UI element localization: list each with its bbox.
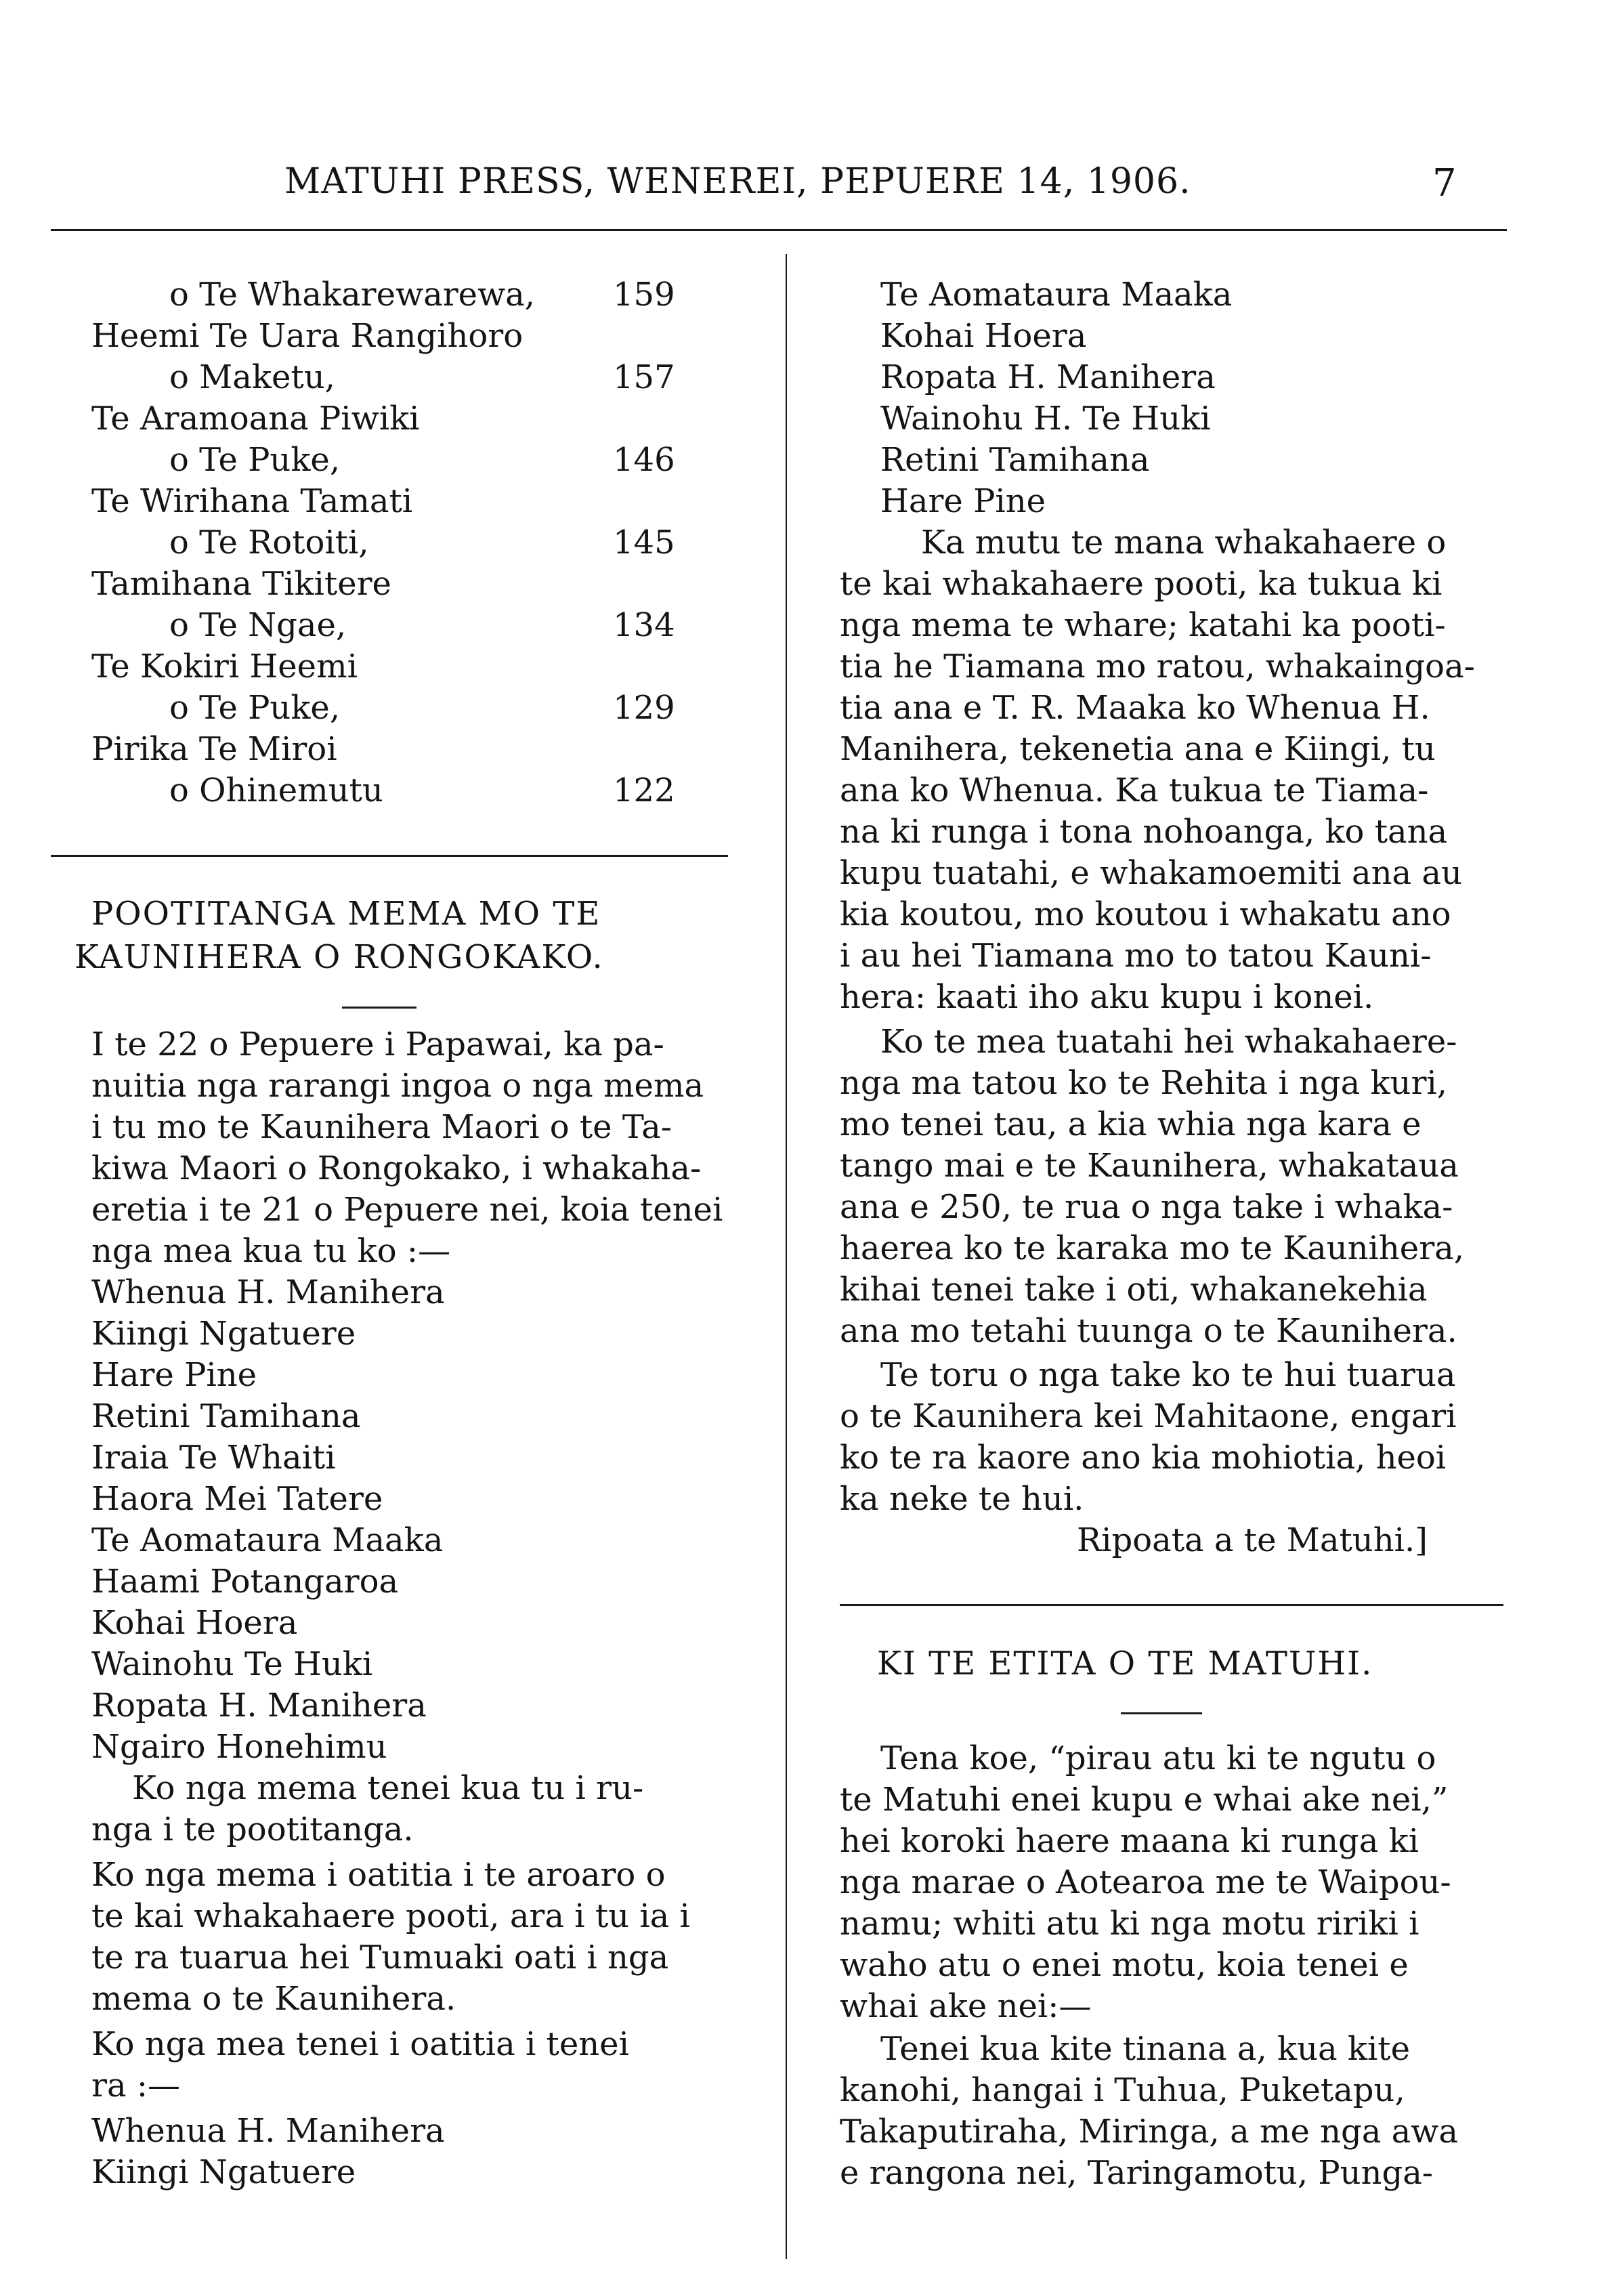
section-rule xyxy=(51,855,728,857)
signature: Ripoata a te Matuhi.] xyxy=(1077,1521,1428,1559)
result-votes: 146 xyxy=(613,441,675,479)
text-line: ra :— xyxy=(91,2067,180,2105)
result-name: Pirika Te Miroi xyxy=(91,730,337,768)
member-name: Te Aomataura Maaka xyxy=(880,276,1233,314)
text-line: ana mo tetahi tuunga o te Kaunihera. xyxy=(840,1312,1457,1350)
text-line: nga mema te whare; katahi ka pooti- xyxy=(840,606,1446,644)
section-rule xyxy=(840,1604,1503,1606)
text-line: mema o te Kaunihera. xyxy=(91,1980,456,2018)
text-line: Manihera, tekenetia ana e Kiingi, tu xyxy=(840,730,1436,768)
member-name: Kiingi Ngatuere xyxy=(91,2153,356,2191)
member-name: Retini Tamihana xyxy=(880,441,1150,479)
result-name: o Maketu, xyxy=(169,358,335,396)
result-name: Te Wirihana Tamati xyxy=(91,482,413,520)
text-line: Ko nga mema i oatitia i te aroaro o xyxy=(91,1856,666,1894)
member-name: Whenua H. Manihera xyxy=(91,1273,445,1311)
text-line: kupu tuatahi, e whakamoemiti ana au xyxy=(840,854,1462,892)
result-name: o Te Rotoiti, xyxy=(169,524,369,562)
text-line: nga ma tatou ko te Rehita i nga kuri, xyxy=(840,1064,1448,1102)
result-name: o Te Puke, xyxy=(169,689,341,727)
text-line: ka neke te hui. xyxy=(840,1480,1084,1518)
text-line: nga mea kua tu ko :— xyxy=(91,1232,451,1270)
text-line: i au hei Tiamana mo to tatou Kauni- xyxy=(840,937,1432,975)
result-votes: 134 xyxy=(613,606,675,644)
text-line: tango mai e te Kaunihera, whakataua xyxy=(840,1147,1459,1185)
text-line: hei koroki haere maana ki runga ki xyxy=(840,1822,1419,1860)
member-name: Retini Tamihana xyxy=(91,1397,361,1435)
text-line: nuitia nga rarangi ingoa o nga mema xyxy=(91,1067,704,1105)
text-line: te Matuhi enei kupu e whai ake nei,” xyxy=(840,1781,1449,1819)
text-line: te kai whakahaere pooti, ka tukua ki xyxy=(840,565,1443,603)
member-name: Iraia Te Whaiti xyxy=(91,1439,336,1477)
member-name: Haami Potangaroa xyxy=(91,1563,399,1601)
text-line: kiwa Maori o Rongokako, i whakaha- xyxy=(91,1149,702,1187)
text-line: na ki runga i tona nohoanga, ko tana xyxy=(840,813,1448,851)
text-line: kanohi, hangai i Tuhua, Puketapu, xyxy=(840,2071,1405,2109)
text-line: Ko nga mema tenei kua tu i ru- xyxy=(132,1769,644,1807)
section-title: POOTITANGA MEMA MO TE xyxy=(91,895,601,933)
member-name: Haora Mei Tatere xyxy=(91,1480,383,1518)
result-name: o Te Whakarewarewa, xyxy=(169,276,536,314)
text-line: I te 22 o Pepuere i Papawai, ka pa- xyxy=(91,1025,664,1063)
result-votes: 145 xyxy=(613,524,675,562)
member-name: Kohai Hoera xyxy=(91,1604,298,1642)
text-line: ana ko Whenua. Ka tukua te Tiama- xyxy=(840,771,1429,809)
short-rule xyxy=(342,1007,416,1009)
result-votes: 122 xyxy=(613,771,675,809)
text-line: kihai tenei take i oti, whakanekehia xyxy=(840,1271,1428,1309)
member-name: Ropata H. Manihera xyxy=(91,1687,427,1725)
text-line: nga i te pootitanga. xyxy=(91,1811,414,1848)
member-name: Hare Pine xyxy=(880,482,1046,520)
member-name: Kiingi Ngatuere xyxy=(91,1315,356,1353)
text-line: o te Kaunihera kei Mahitaone, engari xyxy=(840,1397,1457,1435)
page-header: MATUHI PRESS, WENEREI, PEPUERE 14, 1906. xyxy=(284,161,1191,202)
text-line: i tu mo te Kaunihera Maori o te Ta- xyxy=(91,1108,672,1146)
text-line: namu; whiti atu ki nga motu ririki i xyxy=(840,1905,1419,1943)
text-line: tia ana e T. R. Maaka ko Whenua H. xyxy=(840,689,1430,727)
text-line: hera: kaati iho aku kupu i konei. xyxy=(840,978,1374,1016)
member-name: Wainohu H. Te Huki xyxy=(880,400,1211,438)
text-line: te kai whakahaere pooti, ara i tu ia i xyxy=(91,1897,690,1935)
text-line: Ko te mea tuatahi hei whakahaere- xyxy=(880,1023,1457,1061)
result-name: Te Aramoana Piwiki xyxy=(91,400,420,438)
text-line: Tenei kua kite tinana a, kua kite xyxy=(880,2030,1410,2068)
text-line: Ko nga mea tenei i oatitia i tenei xyxy=(91,2025,629,2063)
member-name: Kohai Hoera xyxy=(880,317,1087,355)
text-line: ko te ra kaore ano kia mohiotia, heoi xyxy=(840,1439,1447,1477)
member-name: Te Aomataura Maaka xyxy=(91,1521,444,1559)
member-name: Whenua H. Manihera xyxy=(91,2112,445,2150)
text-line: kia koutou, mo koutou i whakatu ano xyxy=(840,895,1451,933)
result-name: o Te Ngae, xyxy=(169,606,347,644)
result-votes: 157 xyxy=(613,358,675,396)
text-line: Te toru o nga take ko te hui tuarua xyxy=(880,1356,1456,1394)
column-divider xyxy=(786,254,787,2259)
header-rule xyxy=(51,229,1507,231)
text-line: eretia i te 21 o Pepuere nei, koia tenei xyxy=(91,1191,723,1229)
result-votes: 159 xyxy=(613,276,675,314)
result-name: o Te Puke, xyxy=(169,441,341,479)
text-line: Ka mutu te mana whakahaere o xyxy=(921,524,1447,562)
text-line: nga marae o Aotearoa me te Waipou- xyxy=(840,1863,1451,1901)
text-line: waho atu o enei motu, koia tenei e xyxy=(840,1946,1409,1984)
text-line: Tena koe, “pirau atu ki te ngutu o xyxy=(880,1739,1436,1777)
text-line: tia he Tiamana mo ratou, whakaingoa- xyxy=(840,648,1475,685)
text-line: haerea ko te karaka mo te Kaunihera, xyxy=(840,1229,1465,1267)
result-name: Te Kokiri Heemi xyxy=(91,648,358,685)
text-line: te ra tuarua hei Tumuaki oati i nga xyxy=(91,1939,669,1976)
member-name: Ngairo Honehimu xyxy=(91,1728,387,1766)
section-title: KAUNIHERA O RONGOKAKO. xyxy=(74,938,604,976)
text-line: ana e 250, te rua o nga take i whaka- xyxy=(840,1188,1453,1226)
text-line: e rangona nei, Taringamotu, Punga- xyxy=(840,2154,1434,2192)
short-rule xyxy=(1121,1712,1202,1714)
text-line: Takaputiraha, Miringa, a me nga awa xyxy=(840,2113,1458,2151)
member-name: Ropata H. Manihera xyxy=(880,358,1216,396)
page-number: 7 xyxy=(1432,161,1457,205)
text-line: whai ake nei:— xyxy=(840,1987,1092,2025)
member-name: Wainohu Te Huki xyxy=(91,1645,373,1683)
result-name: o Ohinemutu xyxy=(169,771,383,809)
result-name: Tamihana Tikitere xyxy=(91,565,391,603)
member-name: Hare Pine xyxy=(91,1356,257,1394)
section-title: KI TE ETITA O TE MATUHI. xyxy=(877,1645,1373,1683)
result-votes: 129 xyxy=(613,689,675,727)
result-name: Heemi Te Uara Rangihoro xyxy=(91,317,523,355)
text-line: mo tenei tau, a kia whia nga kara e xyxy=(840,1105,1422,1143)
